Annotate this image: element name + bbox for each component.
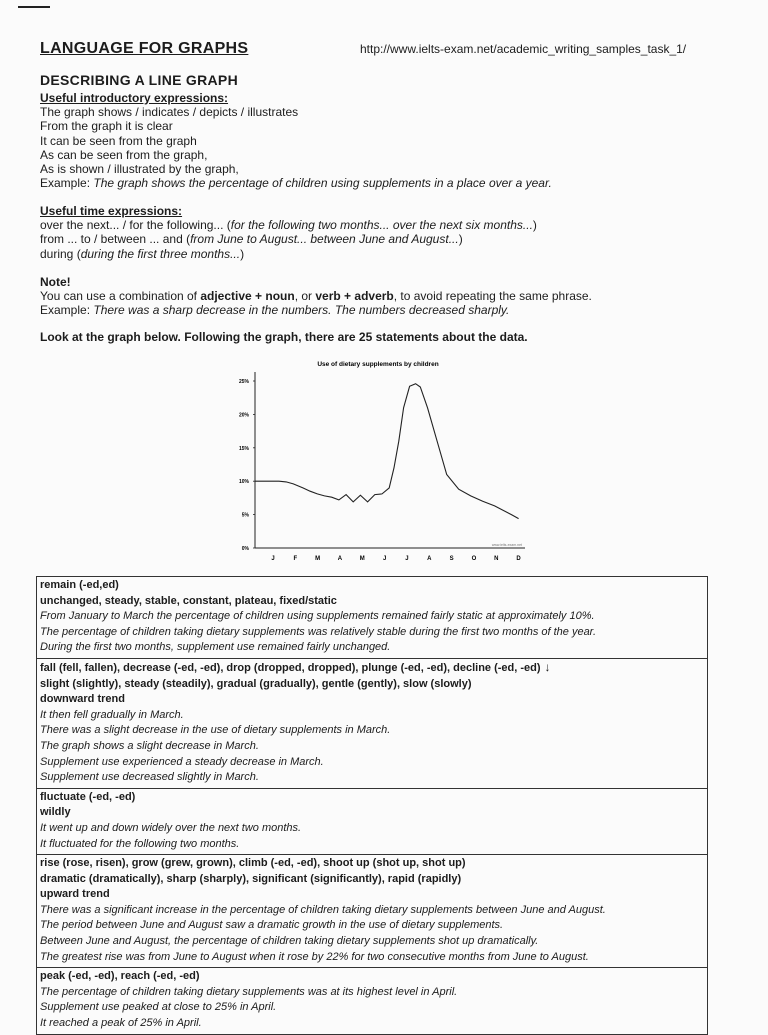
table-row-fluctuate xyxy=(37,788,707,854)
keyword-line: fluctuate (-ed, -ed) xyxy=(40,790,136,803)
example-sentence: From January to March the percentage of children using supplements remained fairly static at approximately 10%. xyxy=(40,610,595,623)
note-text: You can use a combination of xyxy=(40,289,201,304)
time-text: ) xyxy=(532,218,537,233)
example-sentence: There was a slight decrease in the use of dietary supplements in March. xyxy=(40,724,391,737)
example-sentence: Supplement use decreased slightly in March. xyxy=(40,771,259,784)
y-tick-label: 20% xyxy=(238,412,249,419)
example-sentence: The percentage of children taking dietary supplements was at its highest level in April. xyxy=(40,985,458,998)
time-line xyxy=(40,232,537,246)
keyword-line: peak (-ed, -ed), reach (-ed, -ed) xyxy=(40,970,200,983)
intro-line: The graph shows / indicates / depicts / illustrates xyxy=(40,105,299,120)
note-line xyxy=(40,289,592,303)
y-tick-label: 5% xyxy=(241,512,249,519)
line-chart xyxy=(220,352,540,574)
x-tick-label: J xyxy=(271,556,275,562)
x-tick-label: J xyxy=(382,556,387,562)
series-line xyxy=(255,384,519,519)
x-tick-label: D xyxy=(516,556,521,562)
y-tick-label: 25% xyxy=(238,379,249,385)
keyword-line: remain (-ed,ed) xyxy=(40,579,119,591)
y-tick-label: 0% xyxy=(241,546,249,552)
y-tick-label: 15% xyxy=(238,445,249,452)
example-sentence: Between June and August, the percentage of children taking dietary supplements shot up dramatically. xyxy=(40,935,539,948)
keyword-line: wildly xyxy=(40,806,71,819)
keyword-line xyxy=(40,660,704,677)
keyword-line: unchanged, steady, stable, constant, plateau, fixed/static xyxy=(40,594,337,607)
intro-line: As is shown / illustrated by the graph, xyxy=(40,162,239,177)
keyword-line: upward trend xyxy=(40,888,110,901)
example-sentence: During the first two months, supplement use remained fairly unchanged. xyxy=(40,641,391,654)
time-text: ) xyxy=(458,232,463,247)
intro-heading: Useful introductory expressions: xyxy=(40,91,229,105)
down-arrow-icon: ↓ xyxy=(544,659,551,674)
example-sentence: It reached a peak of 25% in April. xyxy=(40,1017,202,1030)
note-block xyxy=(40,275,592,318)
example-text: The graph shows the percentage of children using supplements in a place over a year. xyxy=(93,176,552,191)
time-line xyxy=(40,247,537,261)
intro-line: As can be seen from the graph, xyxy=(40,147,208,162)
x-tick-label: J xyxy=(405,556,409,562)
example-sentence: The graph shows a slight decrease in March. xyxy=(40,739,259,752)
x-tick-label: N xyxy=(494,556,499,562)
x-tick-label: M xyxy=(359,556,365,562)
note-bold: adjective + noun xyxy=(200,289,295,304)
note-heading: Note! xyxy=(40,275,71,289)
example-label: Example: xyxy=(40,176,94,191)
example-sentence: Supplement use peaked at close to 25% in April. xyxy=(40,1001,277,1014)
time-text: over the next... / for the following... ( xyxy=(40,218,231,233)
keyword-text: fall (fell, fallen), decrease (-ed, -ed), drop (dropped, dropped), plunge (-ed, -ed), decline (-ed, -ed) xyxy=(40,661,541,674)
intro-line: It can be seen from the graph xyxy=(40,133,197,148)
x-tick-label: O xyxy=(471,556,477,562)
source-url[interactable]: http://www.ielts-exam.net/academic_writing_samples_task_1/ xyxy=(360,42,687,56)
chart-title: Use of dietary supplements by children xyxy=(317,361,439,368)
example-sentence: It fluctuated for the following two months. xyxy=(40,837,240,850)
time-italic: during the first three months... xyxy=(80,246,241,261)
example-sentence: The percentage of children taking dietary supplements was relatively stable during the first two months of the year. xyxy=(40,625,596,638)
x-tick-label: A xyxy=(427,556,432,562)
example-sentence: The greatest rise was from June to August when it rose by 22% for two consecutive months from June to August. xyxy=(40,950,589,963)
example-sentence: It then fell gradually in March. xyxy=(40,708,184,721)
table-row-fall xyxy=(37,658,707,788)
look-instruction: Look at the graph below. Following the graph, there are 25 statements about the data. xyxy=(40,330,528,344)
keyword-line: dramatic (dramatically), sharp (sharply), significant (significantly), rapid (rapidly) xyxy=(40,872,462,885)
note-text: , to avoid repeating the same phrase. xyxy=(393,289,592,304)
section-title: DESCRIBING A LINE GRAPH xyxy=(40,72,238,88)
time-heading: Useful time expressions: xyxy=(40,204,183,218)
chart-watermark: www.ielts-exam.net xyxy=(491,543,522,547)
example-sentence: The period between June and August saw a dramatic growth in the use of dietary supplements. xyxy=(40,919,504,932)
time-text: ) xyxy=(240,246,245,261)
example-sentence: It went up and down widely over the next two months. xyxy=(40,821,302,834)
note-bold: verb + adverb xyxy=(315,289,394,304)
note-text: , or xyxy=(294,289,316,304)
table-row-remain xyxy=(37,577,707,658)
example-text: There was a sharp decrease in the numbers. The numbers decreased sharply. xyxy=(93,303,510,318)
time-text: during ( xyxy=(40,246,81,261)
intro-example xyxy=(40,176,552,190)
x-tick-label: A xyxy=(337,556,343,562)
x-tick-label: S xyxy=(449,556,454,562)
intro-line: From the graph it is clear xyxy=(40,119,173,134)
time-text: from ... to / between ... and ( xyxy=(40,232,191,247)
time-line xyxy=(40,218,537,232)
example-sentence: There was a significant increase in the percentage of children taking dietary supplements between June and August. xyxy=(40,903,606,916)
vocabulary-table xyxy=(36,576,708,1035)
time-italic: for the following two months... over the next six months... xyxy=(230,218,533,233)
y-tick-label: 10% xyxy=(238,479,249,486)
example-sentence: Supplement use experienced a steady decrease in March. xyxy=(40,755,324,768)
keyword-line: downward trend xyxy=(40,693,125,706)
x-tick-label: F xyxy=(293,556,298,562)
intro-block xyxy=(40,91,552,190)
keyword-line: slight (slightly), steady (steadily), gradual (gradually), gentle (gently), slow (slowly) xyxy=(40,677,472,690)
example-label: Example: xyxy=(40,303,94,318)
page-title: LANGUAGE FOR GRAPHS xyxy=(40,40,249,57)
x-tick-label: M xyxy=(315,556,321,562)
note-example xyxy=(40,303,592,317)
table-row-rise xyxy=(37,854,707,967)
keyword-line: rise (rose, risen), grow (grew, grown), climb (-ed, -ed), shoot up (shot up, shot up) xyxy=(40,857,466,870)
time-italic: from June to August... between June and August... xyxy=(190,232,459,247)
time-block xyxy=(40,204,537,261)
scan-mark xyxy=(18,6,50,8)
